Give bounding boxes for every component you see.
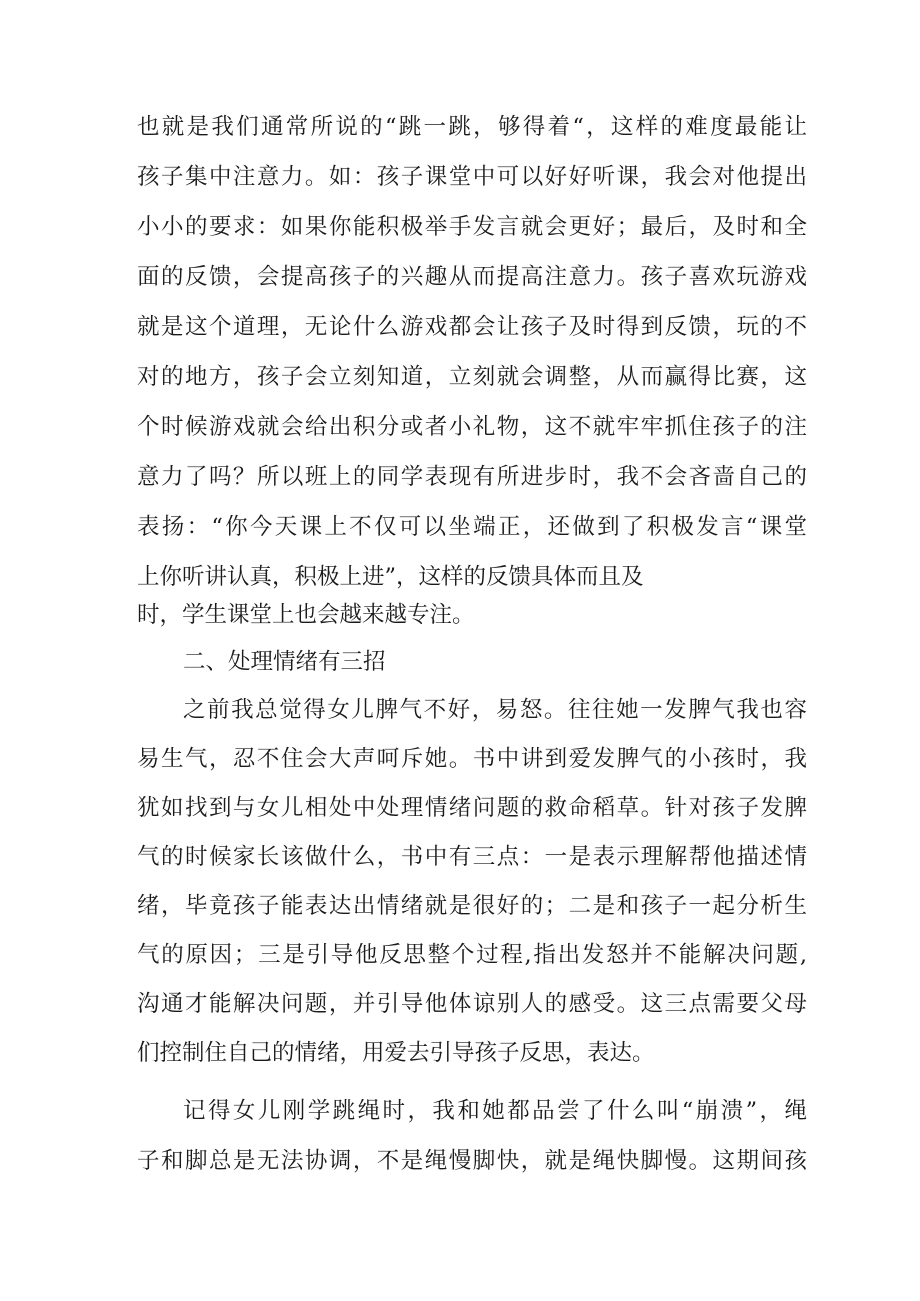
section-heading: 二、处理情绪有三招	[183, 649, 386, 675]
text-line: 意力了吗？所以班上的同学表现有所进步时，我不会吝啬自己的	[137, 464, 807, 490]
text-line: 易生气，忍不住会大声呵斥她。书中讲到爱发脾气的小孩时，我	[137, 746, 807, 772]
text-line: 们控制住自己的情绪，用爱去引导孩子反思，表达。	[137, 1040, 655, 1066]
text-line: 之前我总觉得女儿脾气不好，易怒。往往她一发脾气我也容	[183, 697, 807, 723]
text-line: 记得女儿刚学跳绳时，我和她都品尝了什么叫“崩溃”，绳	[183, 1098, 807, 1124]
text-line: 上你听讲认真，积极上进”，这样的反馈具体而且及	[137, 564, 644, 590]
text-line: 气的原因；三是引导他反思整个过程,指出发怒并不能解决问题,	[137, 942, 807, 968]
text-line: 表扬：“你今天课上不仅可以坐端正，还做到了积极发言“课堂	[137, 514, 807, 540]
text-line: 气的时候家长该做什么，书中有三点：一是表示理解帮他描述情	[137, 844, 807, 870]
text-line: 就是这个道理，无论什么游戏都会让孩子及时得到反馈，玩的不	[137, 314, 807, 340]
text-line: 犹如找到与女儿相处中处理情绪问题的救命稻草。针对孩子发脾	[137, 795, 807, 821]
text-line: 绪，毕竟孩子能表达出情绪就是很好的；二是和孩子一起分析生	[137, 893, 807, 919]
text-line: 子和脚总是无法协调，不是绳慢脚快，就是绳快脚慢。这期间孩	[137, 1148, 807, 1174]
text-line: 个时候游戏就会给出积分或者小礼物，这不就牢牢抓住孩子的注	[137, 414, 807, 440]
text-line: 沟通才能解决问题，并引导他体谅别人的感受。这三点需要父母	[137, 991, 807, 1017]
text-line: 小小的要求：如果你能积极举手发言就会更好；最后，及时和全	[137, 214, 807, 240]
text-line: 也就是我们通常所说的“跳一跳，够得着“，这样的难度最能让	[137, 114, 807, 140]
text-line: 孩子集中注意力。如：孩子课堂中可以好好听课，我会对他提出	[137, 164, 807, 190]
text-line: 时，学生课堂上也会越来越专注。	[137, 602, 475, 628]
text-line: 对的地方，孩子会立刻知道，立刻就会调整，从而赢得比赛，这	[137, 364, 807, 390]
text-line: 面的反馈，会提高孩子的兴趣从而提高注意力。孩子喜欢玩游戏	[137, 264, 807, 290]
